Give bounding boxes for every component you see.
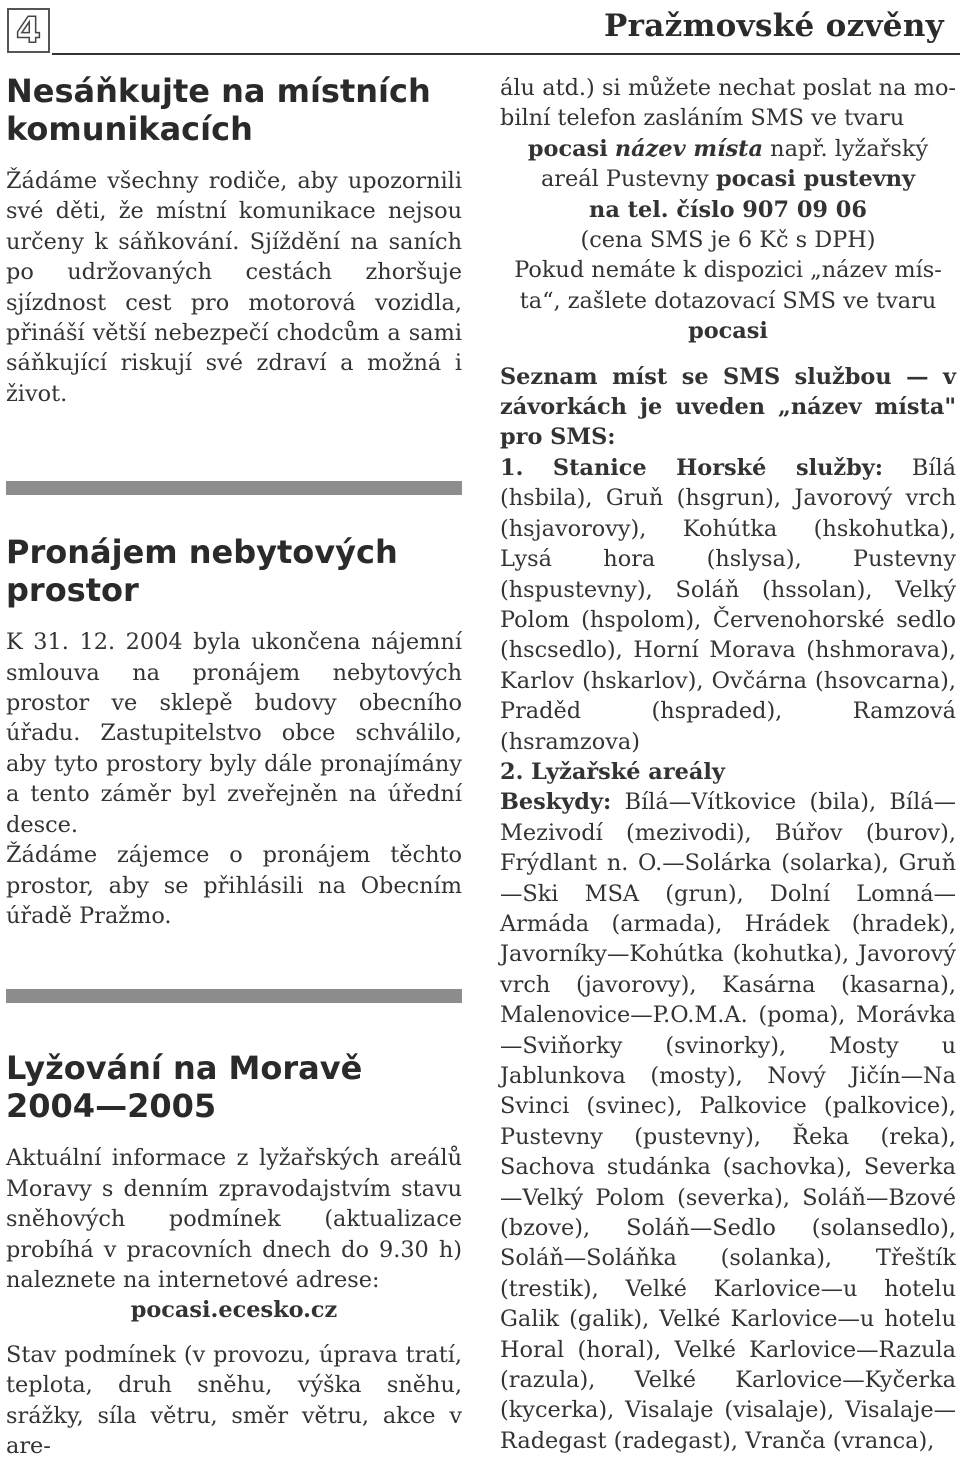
right-column (500, 73, 956, 1456)
category-1 (500, 453, 956, 757)
beskydy-text: Bílá—Vítkovice (bila), Bílá—Mezivodí (mezivodi), Búřov (burov), Frýdlant n. O.—Solárka (solarka), Gruň—Ski MSA (grun), Dolní Lomná—Armáda (armada), Hrádek (hradek), Javorníky—Kohútka (kohutka), Javorový vrch (javorovy), Kasárna (kasarna), Malenovice—P.O.M.A. (poma), Morávka—Sviňorky (svinorky), Mosty u Jablunkova (mosty), Nový Jičín—Na Svinci (svinec), Palkovice (palkovice), Pustevny (pustevny), Řeka (reka), Sachova studánka (sachovka), Severka—Velký Polom (severka), Soláň—Bzové (bzove), Soláň—Sedlo (solansedlo), Soláň—Soláňka (solanka), Třeštík (trestik), Velké Karlovice—u hotelu Galik (galik), Velké Karlovice—u hotelu Horal (horal), Velké Karlovice—Razula (razula), Velké Karlovice—Kyčerka (kycerka), Visalaje (visalaje), Visalaje—Radegast (radegast), Vranča (vranca), (500, 789, 956, 1454)
beskydy-label: Beskydy: (500, 789, 612, 816)
article-heading-skiing-line2: 2004—2005 (6, 1087, 217, 1126)
article-body-skiing: Aktuální informace z lyžařských areálů Moravy s denním zpravodajstvím stavu sněhových podmínek (aktualizace probíhá v pracovních dnech do 9.30 h) naleznete na internetové adrese: (6, 1145, 462, 1293)
article-heading-sledding: Nesáňkujte na místních komunikacích (6, 72, 431, 148)
article-body-sledding: Žádáme všechny rodiče, aby upozornili své děti, že místní komunikace nejsou určeny k sáňkování. Sjíždění na saních po udržovaných cestách zhoršuje sjízdnost cest pro motorová vozidla, přináší větší nebezpečí chodcům a sami sáňkující riskují své zdraví a možná i život. (6, 168, 462, 407)
sms-number: na tel. číslo 907 09 06 (589, 196, 867, 223)
newsletter-title: Pražmovské ozvěny (604, 8, 944, 44)
left-column (6, 72, 462, 1461)
category-1-label: 1. Stanice Horské služby: (500, 454, 883, 481)
sms-example-plain: areál Pustevny (540, 166, 716, 193)
website-url: pocasi.ecesko.cz (130, 1297, 338, 1324)
article-heading-skiing-line1: Lyžování na Moravě (6, 1049, 363, 1088)
beskydy-list (500, 787, 956, 1456)
sms-price: (cena SMS je 6 Kč s DPH) (580, 227, 876, 254)
sms-instructions (500, 73, 956, 347)
no-name-line-1: Pokud nemáte k dispozici „název mís- (514, 257, 942, 284)
page-number: 4 (7, 8, 50, 53)
header-rule (52, 53, 960, 55)
sms-format-rest: např. lyžařský (763, 135, 929, 162)
sms-place-placeholder: název místa (614, 135, 764, 162)
article-heading-rental: Pronájem nebytových prostor (6, 533, 398, 610)
category-2-label: 2. Lyžařské areály (500, 758, 725, 785)
list-heading: Seznam míst se SMS službou — v závorkách je uveden „název místa" pro SMS: (500, 363, 956, 451)
sms-example-line (500, 164, 956, 194)
category-1-text: Bílá (hsbila), Gruň (hsgrun), Javorový vrch (hsjavorovy), Kohútka (hskohutka), Lysá hora (hslysa), Pustevny (hspustevny), Soláň (hssolan), Velký Polom (hspolom), Červenohorské sedlo (hscsedlo), Horní Morava (hshmorava), Karlov (hskarlov), Ovčárna (hsovcarna), Praděd (hspraded), Ramzová (hsramzova) (500, 454, 956, 755)
article-body-rental: K 31. 12. 2004 byla ukončena nájemní smlouva na pronájem nebytových prostor ve sklepě budovy obecního úřadu. Zastupitelstvo obce schválilo, aby tyto prostory byly dále pronajímány a tento záměr byl zveřejněn na úřední desce. (6, 629, 462, 838)
article-body-rental-2: Žádáme zájemce o pronájem těchto prostor, aby se přihlásili na Obecním úřadě Pražmo. (6, 842, 462, 929)
continuation-line-2: bilní telefon zasláním SMS ve tvaru (500, 105, 905, 132)
sms-format-line (500, 134, 956, 164)
article-heading-skiing (6, 1049, 462, 1125)
continuation-line-1: álu atd.) si můžete nechat poslat na mo- (500, 75, 956, 101)
section-separator (6, 989, 462, 1003)
article-body-skiing-2: Stav podmínek (v provozu, úprava tratí, teplota, druh sněhu, výška sněhu, srážky, síla větru, směr větru, akce v are- (6, 1341, 462, 1459)
no-name-line-2: ta“, zašlete dotazovací SMS ve tvaru (519, 287, 937, 314)
sms-example-bold: pocasi pustevny (715, 166, 916, 193)
no-name-command: pocasi (688, 318, 768, 345)
sms-keyword: pocasi (527, 135, 608, 162)
section-separator (6, 481, 462, 495)
